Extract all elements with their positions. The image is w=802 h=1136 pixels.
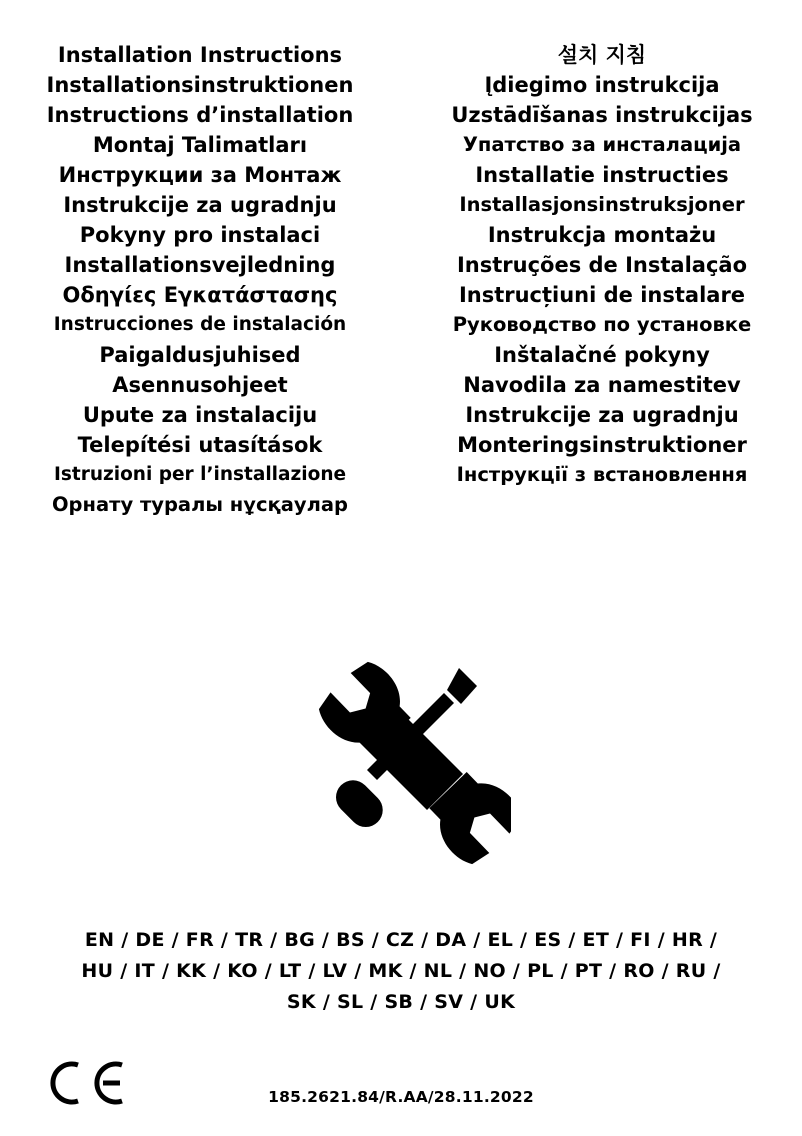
- language-code-line: HU / IT / KK / KO / LT / LV / MK / NL / NO / PL / PT / RO / RU /: [81, 960, 721, 982]
- wrench-and-screwdriver-icon: [291, 660, 511, 890]
- title-line: Istruzioni per l’installazione: [53, 464, 347, 485]
- title-line: Paigaldusjuhised: [99, 343, 301, 367]
- title-line: Инструкции за Монтаж: [58, 163, 342, 187]
- language-code-line: EN / DE / FR / TR / BG / BS / CZ / DA / EL / ES / ET / FI / HR /: [84, 929, 718, 951]
- title-line: Installatie instructies: [475, 163, 729, 187]
- title-line: 설치 지침: [557, 43, 647, 67]
- title-line: Instrucciones de instalación: [53, 314, 347, 335]
- title-line: Instructions d’installation: [46, 103, 354, 127]
- language-code-line: SK / SL / SB / SV / UK: [286, 991, 516, 1013]
- title-line: Installationsvejledning: [64, 253, 336, 277]
- title-line: Installation Instructions: [57, 43, 343, 67]
- footer: [0, 1058, 802, 1128]
- title-line: Navodila za namestitev: [463, 373, 741, 397]
- title-line: Įdiegimo instrukcija: [484, 73, 720, 97]
- title-line: Installasjonsinstruksjoner: [459, 193, 745, 216]
- title-line: Instrukcja montażu: [487, 223, 717, 247]
- title-line: Pokyny pro instalaci: [79, 223, 321, 247]
- title-column-left: [5, 40, 401, 520]
- title-line: Inštalačné pokyny: [494, 343, 710, 367]
- title-line: Οδηγίες Εγκατάστασης: [62, 283, 338, 307]
- title-line: Instrucțiuni de instalare: [458, 283, 746, 307]
- title-line: Installationsinstruktionen: [46, 73, 354, 97]
- title-line: Montaj Talimatları: [92, 133, 308, 157]
- title-line: Упатство за инсталација: [462, 133, 742, 156]
- document-code: 185.2621.84/R.AA/28.11.2022: [268, 1088, 534, 1106]
- title-line: Руководство по установке: [452, 313, 752, 336]
- title-line: Upute za instalaciju: [82, 403, 318, 427]
- illustration-container: [0, 660, 802, 890]
- title-line: Uzstādīšanas instrukcijas: [451, 103, 753, 127]
- title-line: Instrukcije za ugradnju: [63, 193, 337, 217]
- language-codes: [0, 925, 802, 1018]
- title-line: Asennusohjeet: [112, 373, 288, 397]
- title-block: [0, 40, 802, 520]
- title-line: Орнату туралы нұсқаулар: [51, 493, 349, 516]
- title-column-right: [401, 40, 797, 490]
- title-line: Monteringsinstruktioner: [457, 433, 747, 457]
- title-line: Telepítési utasítások: [77, 433, 323, 457]
- title-line: Інструкції з встановлення: [456, 463, 748, 486]
- title-line: Instrukcije za ugradnju: [465, 403, 739, 427]
- title-line: Instruções de Instalação: [456, 253, 747, 277]
